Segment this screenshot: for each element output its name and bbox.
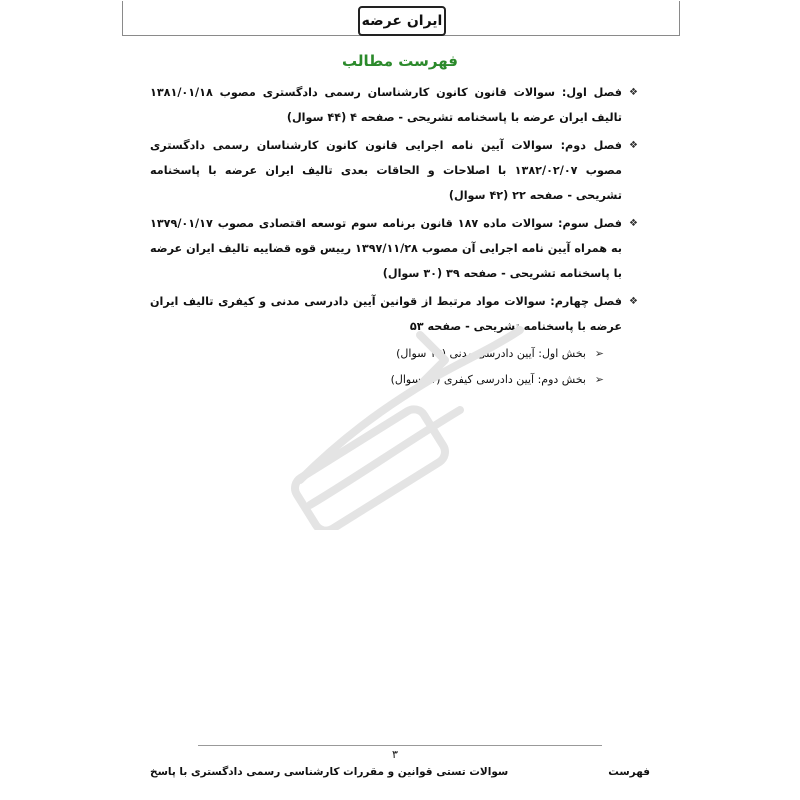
toc-entry-1[interactable] — [150, 80, 638, 130]
toc-sub-entry-text: بخش دوم: آیین دادرسی کیفری (۱۱ سوال) — [390, 373, 586, 386]
arrow-bullet-icon: ➢ — [594, 373, 604, 386]
toc-entry-text: فصل سوم: سوالات ماده ۱۸۷ قانون برنامه سوم توسعه اقتصادی مصوب ۱۳۷۹/۰۱/۱۷ به همراه آیین نامه اجرایی آن مصوب ۱۳۹۷/۱۱/۲۸ رییس قوه قضاییه تالیف ایران عرضه با پاسخنامه تشریحی - صفحه ۳۹ (۳۰ سوال) — [150, 217, 623, 280]
footer-section: فهرست — [608, 766, 650, 778]
footer-rule — [198, 745, 602, 746]
footer-book-title: سوالات تستی قوانین و مقررات کارشناسی رسمی دادگستری با پاسخ — [150, 766, 509, 778]
arrow-bullet-icon: ➢ — [594, 347, 604, 360]
page-title: فهرست مطالب — [342, 52, 458, 70]
diamond-bullet-icon: ❖ — [629, 218, 638, 229]
watermark-logo — [270, 290, 550, 530]
brand-logo — [358, 6, 446, 36]
diamond-bullet-icon: ❖ — [629, 87, 638, 98]
logo-text: ایران عرضه — [361, 13, 443, 29]
toc-entry-text: فصل چهارم: سوالات مواد مرتبط از قوانین آیین دادرسی مدنی و کیفری تالیف ایران عرضه با پاسخنامه تشریحی - صفحه ۵۳ — [150, 295, 622, 333]
diamond-bullet-icon: ❖ — [629, 296, 638, 307]
diamond-bullet-icon: ❖ — [629, 140, 638, 151]
toc-entry-2[interactable] — [150, 133, 638, 208]
toc-entry-text: فصل دوم: سوالات آیین نامه اجرایی قانون کانون کارشناسان رسمی دادگستری مصوب ۱۳۸۲/۰۲/۰۷ با اصلاحات و الحاقات بعدی تالیف ایران عرضه با پاسخنامه تشریحی - صفحه ۲۲ (۴۲ سوال) — [150, 139, 622, 202]
page-number: ۳ — [392, 748, 398, 761]
toc-entry-3[interactable] — [150, 211, 638, 286]
toc-entry-text: فصل اول: سوالات قانون کانون کارشناسان رسمی دادگستری مصوب ۱۳۸۱/۰۱/۱۸ تالیف ایران عرضه با پاسخنامه تشریحی - صفحه ۴ (۴۴ سوال) — [150, 86, 622, 124]
toc-sub-entry-text: بخش اول: آیین دادرسی مدنی (۱۲ سوال) — [396, 347, 586, 360]
